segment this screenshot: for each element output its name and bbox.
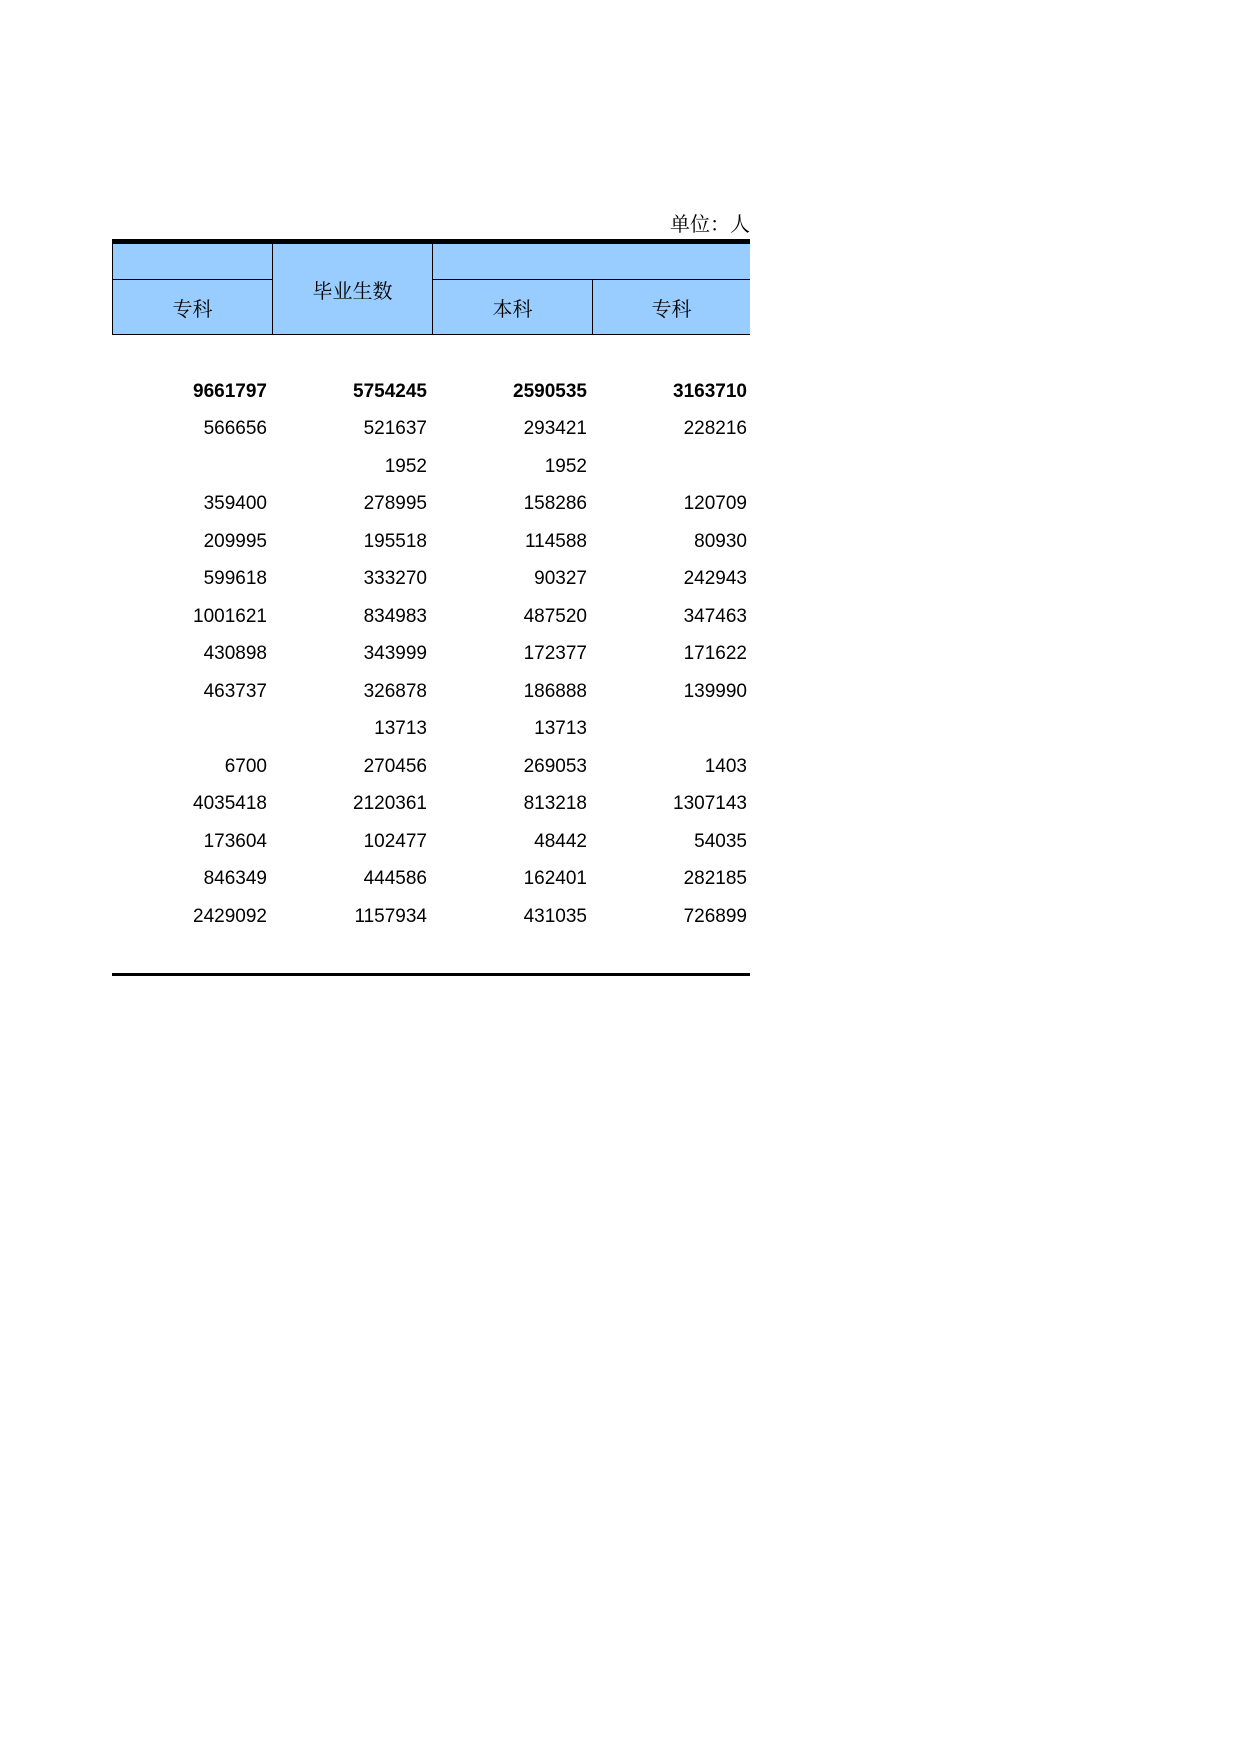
cell: 9661797 <box>193 381 267 402</box>
cell: 90327 <box>534 568 587 589</box>
cell: 270456 <box>363 756 427 777</box>
table-row <box>112 710 750 747</box>
cell: 282185 <box>683 868 747 889</box>
header-col-2 <box>272 243 432 335</box>
table-row <box>112 410 750 447</box>
header-band-right <box>432 243 750 280</box>
cell: 172377 <box>523 643 587 664</box>
table-row <box>112 448 750 485</box>
cell: 5754245 <box>353 381 427 402</box>
cell: 359400 <box>203 493 267 514</box>
cell: 444586 <box>363 868 427 889</box>
cell: 343999 <box>363 643 427 664</box>
cell: 347463 <box>683 606 747 627</box>
cell: 463737 <box>203 681 267 702</box>
cell: 599618 <box>203 568 267 589</box>
cell: 1952 <box>544 456 587 477</box>
cell: 487520 <box>523 606 587 627</box>
table-row <box>112 560 750 597</box>
cell: 278995 <box>363 493 427 514</box>
cell: 195518 <box>363 531 427 552</box>
cell: 173604 <box>203 831 267 852</box>
unit-label: 单位：人 <box>670 212 750 236</box>
table-row <box>112 860 750 897</box>
cell: 114588 <box>525 531 587 552</box>
cell <box>592 710 747 747</box>
table-bottom-rule <box>112 973 750 976</box>
table-row-total <box>112 373 750 410</box>
cell: 3163710 <box>673 381 747 402</box>
header-col-3 <box>432 279 592 335</box>
cell: 1307143 <box>673 793 747 814</box>
cell: 171622 <box>683 643 747 664</box>
table-row <box>112 635 750 672</box>
cell: 521637 <box>363 418 427 439</box>
cell: 209995 <box>203 531 267 552</box>
cell: 54035 <box>694 831 747 852</box>
cell: 326878 <box>363 681 427 702</box>
cell: 13713 <box>374 718 427 739</box>
cell: 293421 <box>523 418 587 439</box>
cell: 1403 <box>704 756 747 777</box>
cell: 6700 <box>224 756 267 777</box>
cell: 1952 <box>384 456 427 477</box>
cell: 162401 <box>523 868 587 889</box>
cell <box>112 448 267 485</box>
table-row <box>112 785 750 822</box>
cell: 186888 <box>523 681 587 702</box>
header-col-4-label: 专科 <box>651 296 692 321</box>
cell: 2120361 <box>353 793 427 814</box>
cell: 269053 <box>523 756 587 777</box>
cell: 102477 <box>363 831 427 852</box>
header-col-4 <box>592 279 750 335</box>
table-row <box>112 673 750 710</box>
header-col-3-label: 本科 <box>492 296 533 321</box>
cell: 139990 <box>683 681 747 702</box>
cell <box>592 448 747 485</box>
cell: 1001621 <box>193 606 267 627</box>
cell: 834983 <box>363 606 427 627</box>
cell: 813218 <box>523 793 587 814</box>
cell: 726899 <box>683 906 747 927</box>
cell: 430898 <box>203 643 267 664</box>
cell: 431035 <box>523 906 587 927</box>
cell: 566656 <box>203 418 267 439</box>
cell: 242943 <box>683 568 747 589</box>
table-row <box>112 898 750 935</box>
table-row <box>112 485 750 522</box>
cell: 158286 <box>523 493 587 514</box>
cell: 120709 <box>683 493 747 514</box>
cell: 228216 <box>683 418 747 439</box>
header-col-1-label: 专科 <box>172 296 213 321</box>
cell: 846349 <box>203 868 267 889</box>
cell: 48442 <box>534 831 587 852</box>
cell: 80930 <box>694 531 747 552</box>
cell: 2590535 <box>513 381 587 402</box>
cell: 4035418 <box>193 793 267 814</box>
cell <box>112 710 267 747</box>
header-band-left <box>112 243 272 280</box>
header-col-1 <box>112 279 272 335</box>
cell: 333270 <box>363 568 427 589</box>
cell: 1157934 <box>354 906 427 927</box>
header-col-2-label: 毕业生数 <box>312 278 393 303</box>
cell: 13713 <box>534 718 587 739</box>
table-row <box>112 748 750 785</box>
cell: 2429092 <box>193 906 267 927</box>
table-row <box>112 823 750 860</box>
table-row <box>112 598 750 635</box>
table-row <box>112 523 750 560</box>
